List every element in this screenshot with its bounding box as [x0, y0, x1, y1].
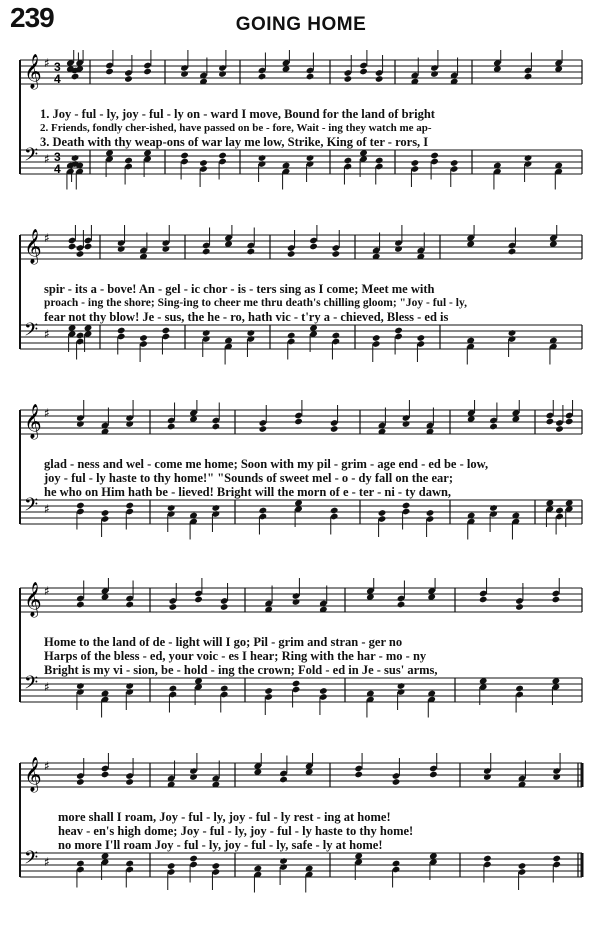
- note-head: [220, 685, 229, 693]
- bass-clef-icon: 𝄢: [24, 145, 39, 170]
- note-head: [143, 68, 152, 76]
- note-head: [552, 596, 561, 604]
- note-head: [394, 245, 403, 253]
- lyric-verse-3: no more I'll roam Joy - ful - ly, joy - ful - ly, safe - ly at home!: [58, 838, 383, 852]
- note-head: [101, 509, 110, 517]
- music-system-2: [0, 225, 602, 390]
- lyric-verse-1: more shall I roam, Joy - ful - ly, joy - ful - ly rest - ing at home!: [58, 810, 391, 824]
- note-head: [247, 329, 256, 337]
- time-signature-top: 3: [54, 150, 61, 164]
- note-head: [552, 773, 561, 781]
- note-head: [76, 332, 85, 340]
- note-head: [392, 860, 401, 868]
- note-head: [199, 159, 208, 167]
- note-head: [117, 245, 126, 253]
- note-head: [124, 75, 133, 83]
- note-head: [180, 152, 189, 160]
- note-head: [101, 771, 110, 779]
- note-head: [411, 159, 420, 167]
- note-head: [375, 157, 384, 165]
- note-head: [68, 243, 77, 251]
- sharp-icon: ♯: [44, 152, 50, 166]
- note-head: [124, 157, 133, 165]
- treble-clef-icon: 𝄞: [24, 229, 42, 264]
- note-head: [354, 771, 363, 779]
- lyric-verse-3: he who on Him hath be - lieved! Bright will the morn of e - ter - ni - ty dawn,: [44, 485, 452, 499]
- note-head: [125, 601, 134, 609]
- note-head: [76, 250, 85, 258]
- note-head: [552, 855, 561, 863]
- note-head: [397, 601, 406, 609]
- sharp-icon: ♯: [44, 327, 50, 341]
- note-head: [189, 773, 198, 781]
- note-head: [71, 73, 80, 81]
- lyric-verse-3: 3. Death with thy weap-ons of war lay me low, Strike, King of ter - rors, I: [40, 135, 429, 149]
- note-head: [344, 75, 353, 83]
- treble-clef-icon: 𝄞: [24, 757, 42, 792]
- note-head: [402, 502, 411, 510]
- lyric-verse-2: proach - ing the shore; Sing-ing to cheer me thru death's chilling gloom; "Joy - ful - ly,: [44, 297, 467, 309]
- music-system-1: [0, 50, 602, 215]
- treble-clef-icon: 𝄞: [24, 404, 42, 439]
- bass-clef-icon: 𝄢: [24, 848, 39, 873]
- note-head: [524, 73, 533, 81]
- note-head: [76, 601, 85, 609]
- note-head: [359, 68, 368, 76]
- note-head: [125, 420, 134, 428]
- note-head: [218, 152, 227, 160]
- lyric-verse-2: joy - ful - ly haste to thy home!" "Sounds of sweet mel - o - dy fall on the ear;: [44, 471, 453, 485]
- note-head: [508, 248, 517, 256]
- treble-clef-icon: 𝄞: [24, 582, 42, 617]
- note-head: [515, 685, 524, 693]
- note-head: [330, 425, 339, 433]
- lyric-verse-1: glad - ness and wel - come me home; Soon with my pil - grim - age end - ed be - low,: [44, 457, 489, 471]
- note-head: [430, 70, 439, 78]
- note-head: [344, 157, 353, 165]
- note-head: [555, 425, 564, 433]
- hymn-title: GOING HOME: [235, 14, 367, 35]
- note-head: [565, 418, 574, 426]
- note-head: [402, 420, 411, 428]
- note-head: [287, 250, 296, 258]
- note-head: [394, 327, 403, 335]
- lyric-verse-2: 2. Friends, fondly cher-ished, have passed on be - fore, Wait - ing they watch me ap-: [40, 122, 432, 134]
- sharp-icon: ♯: [44, 56, 50, 70]
- note-head: [167, 423, 176, 431]
- note-head: [483, 773, 492, 781]
- sharp-icon: ♯: [44, 231, 50, 245]
- note-head: [167, 862, 176, 870]
- sharp-icon: ♯: [44, 502, 50, 516]
- note-head: [479, 596, 488, 604]
- note-head: [180, 70, 189, 78]
- music-system-4: [0, 578, 602, 743]
- note-head: [489, 504, 498, 512]
- note-head: [524, 154, 533, 162]
- note-head: [287, 332, 296, 340]
- note-head: [202, 248, 211, 256]
- treble-clef-icon: 𝄞: [24, 54, 42, 89]
- note-head: [429, 771, 438, 779]
- bass-clef-icon: 𝄢: [24, 320, 39, 345]
- note-head: [125, 778, 134, 786]
- sharp-icon: ♯: [44, 584, 50, 598]
- note-head: [125, 682, 134, 690]
- time-signature-bottom: 4: [54, 72, 61, 86]
- note-head: [247, 248, 256, 256]
- note-head: [259, 425, 268, 433]
- note-head: [162, 245, 171, 253]
- lyric-verse-3: fear not thy blow! Je - sus, the he - ro, hath vic - t'ry a - chieved, Bless - ed is: [44, 310, 449, 324]
- hymn-number: 239: [10, 2, 54, 33]
- note-head: [189, 855, 198, 863]
- note-head: [392, 778, 401, 786]
- note-head: [76, 420, 85, 428]
- note-head: [194, 596, 203, 604]
- note-head: [306, 154, 315, 162]
- music-system-5: [0, 753, 602, 923]
- note-head: [332, 332, 341, 340]
- note-head: [76, 778, 85, 786]
- note-head: [125, 860, 134, 868]
- bass-clef-icon: 𝄢: [24, 495, 39, 520]
- bass-clef-icon: 𝄢: [24, 673, 39, 698]
- note-head: [546, 418, 555, 426]
- sharp-icon: ♯: [44, 680, 50, 694]
- note-head: [489, 423, 498, 431]
- note-head: [259, 507, 268, 515]
- note-head: [76, 502, 85, 510]
- note-head: [397, 682, 406, 690]
- note-head: [220, 603, 229, 611]
- note-head: [212, 862, 221, 870]
- sharp-icon: ♯: [44, 759, 50, 773]
- sharp-icon: ♯: [44, 855, 50, 869]
- note-head: [258, 73, 267, 81]
- note-head: [279, 857, 288, 865]
- note-head: [167, 504, 176, 512]
- note-head: [294, 418, 303, 426]
- note-head: [169, 603, 178, 611]
- note-head: [279, 776, 288, 784]
- note-head: [202, 329, 211, 337]
- note-head: [319, 687, 328, 695]
- note-head: [378, 509, 387, 517]
- note-head: [212, 504, 221, 512]
- note-head: [417, 334, 426, 342]
- note-head: [332, 250, 341, 258]
- note-head: [515, 603, 524, 611]
- note-head: [212, 423, 221, 431]
- note-head: [264, 687, 273, 695]
- sharp-icon: ♯: [44, 406, 50, 420]
- lyric-verse-2: heav - en's high dome; Joy - ful - ly, joy - ful - ly haste to thy home!: [58, 824, 414, 838]
- note-head: [258, 154, 267, 162]
- lyric-verse-1: spir - its a - bove! An - gel - ic chor - is - ters sing as I come; Meet me with: [44, 282, 435, 296]
- note-head: [162, 327, 171, 335]
- note-head: [292, 680, 301, 688]
- note-head: [372, 334, 381, 342]
- note-head: [76, 682, 85, 690]
- note-head: [508, 329, 517, 337]
- note-head: [430, 152, 439, 160]
- note-head: [76, 860, 85, 868]
- note-head: [375, 75, 384, 83]
- lyric-verse-2: Harps of the bless - ed, your voic - es I hear; Ring with the har - mo - ny: [44, 649, 427, 663]
- note-head: [330, 507, 339, 515]
- note-head: [84, 243, 93, 251]
- note-head: [71, 154, 80, 162]
- note-head: [139, 334, 148, 342]
- note-head: [169, 685, 178, 693]
- note-head: [518, 862, 527, 870]
- lyric-verse-1: 1. Joy - ful - ly, joy - ful - ly on - ward I move, Bound for the land of bright: [40, 107, 435, 121]
- note-head: [125, 502, 134, 510]
- note-head: [483, 855, 492, 863]
- note-head: [306, 73, 315, 81]
- note-head: [292, 598, 301, 606]
- note-head: [555, 507, 564, 515]
- lyric-verse-3: Bright is my vi - sion, be - hold - ing the crown; Fold - ed in Je - sus' arms,: [44, 663, 438, 677]
- note-head: [105, 68, 114, 76]
- note-head: [450, 159, 459, 167]
- note-head: [426, 509, 435, 517]
- time-signature-bottom: 4: [54, 162, 61, 176]
- note-head: [218, 70, 227, 78]
- note-head: [117, 327, 126, 335]
- lyric-verse-1: Home to the land of de - light will I go; Pil - grim and stran - ger no: [44, 635, 403, 649]
- time-signature-top: 3: [54, 60, 61, 74]
- note-head: [309, 243, 318, 251]
- music-system-3: [0, 400, 602, 565]
